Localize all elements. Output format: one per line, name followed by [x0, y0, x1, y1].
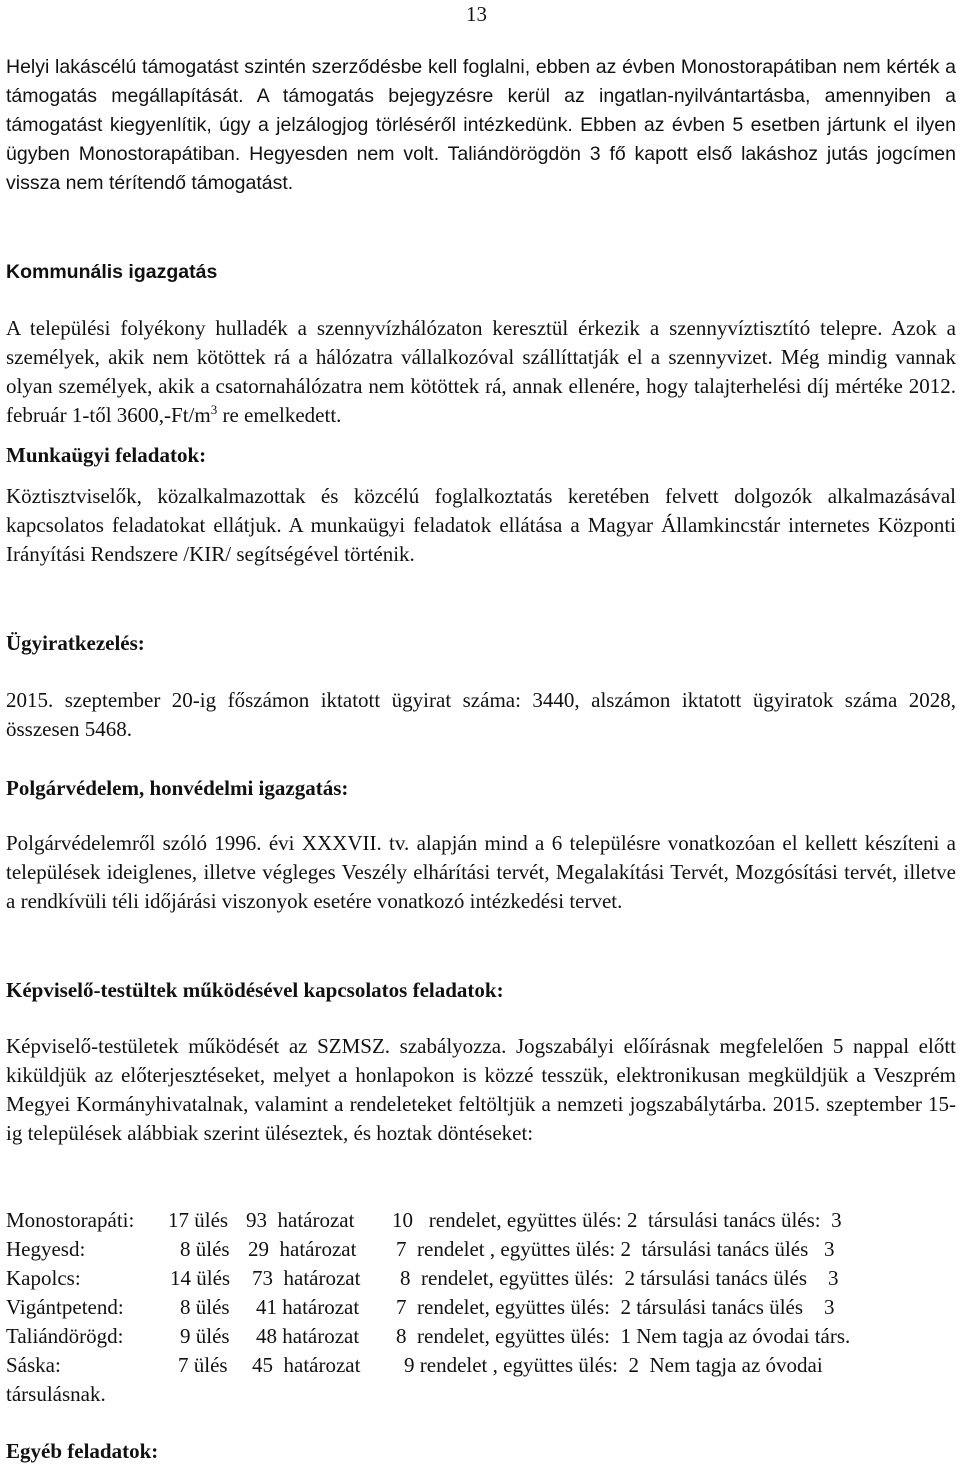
- settlement-row: [6, 1322, 850, 1351]
- settlement-name: Hegyesd:: [6, 1237, 86, 1261]
- settlement-rendelet: 7 rendelet , együttes ülés: 2 társulási tanács ülés 3: [396, 1237, 835, 1261]
- settlement-name: Monostorapáti:: [6, 1208, 135, 1232]
- settlement-ules: 17 ülés: [168, 1208, 229, 1232]
- settlement-rendelet: 8 rendelet, együttes ülés: 1 Nem tagja az óvodai társ.: [396, 1324, 851, 1348]
- settlement-row: [6, 1351, 823, 1380]
- settlement-row: [6, 1206, 842, 1235]
- settlement-hatarozat: 73 határozat: [252, 1266, 361, 1290]
- kommunalis-superscript: 3: [210, 402, 218, 417]
- settlement-ules: 8 ülés: [180, 1295, 230, 1319]
- settlement-row: [6, 1235, 835, 1264]
- settlement-continuation: társulásnak.: [6, 1382, 106, 1406]
- settlement-name: Vigántpetend:: [6, 1295, 124, 1319]
- settlement-rendelet: 7 rendelet, együttes ülés: 2 társulási tanács ülés 3: [396, 1295, 835, 1319]
- settlement-rendelet: 8 rendelet, együttes ülés: 2 társulási tanács ülés 3: [400, 1266, 839, 1290]
- settlement-name: Taliándörögd:: [6, 1324, 124, 1348]
- egyeb-heading: Egyéb feladatok:: [6, 1439, 159, 1463]
- settlement-ules: 14 ülés: [170, 1266, 231, 1290]
- settlement-ules: 8 ülés: [180, 1237, 230, 1261]
- ugyiratkezeles-heading: Ügyiratkezelés:: [6, 631, 145, 655]
- page-number: 13: [466, 2, 487, 26]
- intro-paragraph: Helyi lakáscélú támogatást szintén szerződésbe kell foglalni, ebben az évben Monostorapátiban nem kérték a támogatás megállapítását. A támogatás bejegyzésre kerül az ingatlan-nyilvántartásba, amennyiben a támogatást kiegyenlítik, úgy a jelzálogjog törléséről intézkedünk. Ebben az évben 5 esetben jártunk el ilyen ügyben Monostorapátiban. Hegyesden nem volt. Taliándörögdön 3 fő kapott első lakáshoz jutás jogcímen vissza nem térítendő támogatást.: [6, 56, 956, 194]
- settlement-hatarozat: 93 határozat: [246, 1208, 355, 1232]
- settlement-name: Kapolcs:: [6, 1266, 81, 1290]
- settlement-rendelet: 9 rendelet , együttes ülés: 2 Nem tagja az óvodai: [404, 1353, 823, 1377]
- kommunalis-heading: Kommunális igazgatás: [6, 261, 218, 283]
- settlement-ules: 7 ülés: [178, 1353, 228, 1377]
- polgarvedelem-paragraph: Polgárvédelemről szóló 1996. évi XXXVII. tv. alapján mind a 6 településre vonatkozóan el kellett készíteni a települések ideiglenes, illetve végleges Veszély elhárítási tervét, Megalakítási Tervét, Mozgósítási tervét, illetve a rendkívüli téli időjárási viszonyok esetére vonatkozó intézkedési tervet.: [6, 831, 956, 913]
- kommunalis-paragraph: [6, 314, 956, 430]
- munkaugyi-heading: Munkaügyi feladatok:: [6, 443, 207, 467]
- settlement-hatarozat: 45 határozat: [252, 1353, 361, 1377]
- settlement-row: [6, 1264, 839, 1293]
- settlement-hatarozat: 29 határozat: [248, 1237, 357, 1261]
- polgarvedelem-heading: Polgárvédelem, honvédelmi igazgatás:: [6, 776, 349, 800]
- settlement-row: [6, 1293, 835, 1322]
- settlement-ules: 9 ülés: [180, 1324, 230, 1348]
- settlement-hatarozat: 48 határozat: [256, 1324, 360, 1348]
- kepviselo-heading: Képviselő-testültek működésével kapcsolatos feladatok:: [6, 978, 504, 1002]
- kepviselo-paragraph: Képviselő-testületek működését az SZMSZ. szabályozza. Jogszabályi előírásnak megfelelően 5 nappal előtt kiküldjük az előterjesztéseket, melyet a honlapokon is közzé tesszük, elektronikusan megküldjük a Veszprém Megyei Kormányhivatalnak, valamint a rendeleteket feltöltjük a nemzeti jogszabálytárba. 2015. szeptember 15-ig települések alábbiak szerint üléseztek, és hoztak döntéseket:: [6, 1034, 956, 1145]
- kommunalis-text: A települési folyékony hulladék a szennyvízhálózaton keresztül érkezik a szennyvíztisztító telepre. Azok a személyek, akik nem kötöttek rá a hálózatra vállalkozóval szállíttatják el a szennyvizet. Még mindig vannak olyan személyek, akik a csatornahálózatra nem kötöttek rá, annak ellenére, hogy talajterhelési díj mértéke 2012. február 1-től 3600,-Ft/m: [6, 316, 956, 427]
- munkaugyi-paragraph: Köztisztviselők, közalkalmazottak és közcélú foglalkoztatás keretében felvett dolgozók alkalmazásával kapcsolatos feladatokat ellátjuk. A munkaügyi feladatok ellátása a Magyar Államkincstár internetes Központi Irányítási Rendszere /KIR/ segítségével történik.: [6, 484, 956, 566]
- settlement-name: Sáska:: [6, 1353, 61, 1377]
- settlement-hatarozat: 41 határozat: [256, 1295, 360, 1319]
- ugyiratkezeles-paragraph: 2015. szeptember 20-ig főszámon iktatott ügyirat száma: 3440, alszámon iktatott ügyiratok száma 2028, összesen 5468.: [6, 688, 956, 741]
- kommunalis-text-end: re emelkedett.: [217, 403, 342, 427]
- settlement-rendelet: 10 rendelet, együttes ülés: 2 társulási tanács ülés: 3: [392, 1208, 842, 1232]
